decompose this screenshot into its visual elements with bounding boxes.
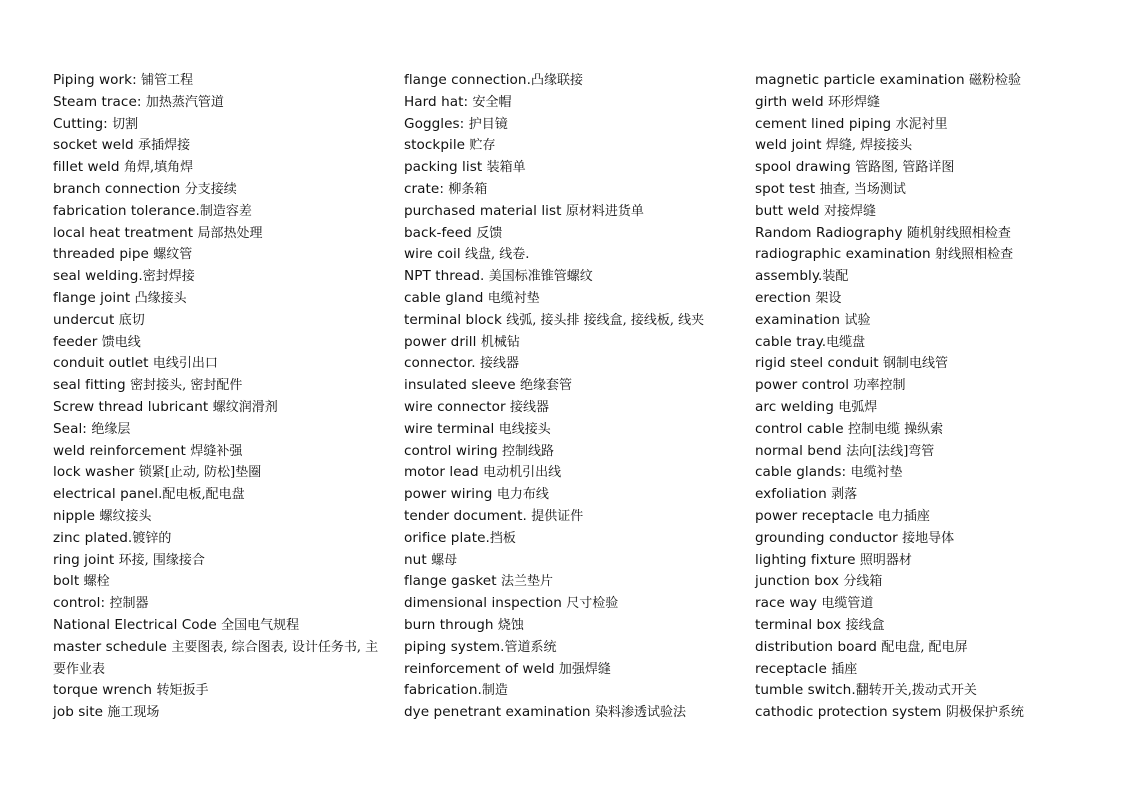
glossary-entry [404,702,739,724]
glossary-entry [404,615,739,637]
glossary-entry [404,92,739,114]
english-term: Cutting: [53,115,113,132]
glossary-entry [755,114,1090,136]
chinese-translation: 螺纹润滑剂 [212,399,278,415]
chinese-translation: 电力插座 [877,508,930,524]
glossary-entry [53,310,388,332]
glossary-entry [755,310,1090,332]
english-term: rigid steel conduit [755,355,884,372]
glossary-entry [404,462,739,484]
english-term: wire connector [404,398,511,415]
english-term: Screw thread lubricant [53,398,213,415]
glossary-entry [53,114,388,136]
chinese-translation: 线弧, 接头排 接线盒, 接线板, 线夹 [506,312,705,328]
chinese-translation: 柳条箱 [448,181,488,197]
chinese-translation: 环接, 围缘接合 [118,552,205,568]
chinese-translation: 切割 [112,116,139,132]
glossary-entry [404,397,739,419]
glossary-entry [53,528,388,550]
chinese-translation: 密封接头, 密封配件 [130,378,243,394]
english-term: terminal box [755,616,846,633]
chinese-translation: 接线器 [510,399,550,415]
english-term: junction box [755,573,844,590]
english-term: reinforcement of weld [404,660,559,677]
chinese-translation: 焊缝补强 [190,443,243,459]
glossary-entry [53,397,388,419]
english-term: piping system. [404,638,505,655]
english-term: terminal block [404,311,507,328]
english-term: local heat treatment [53,224,198,241]
chinese-translation: 加热蒸汽管道 [145,94,224,110]
english-term: power wiring [404,486,497,503]
glossary-entry [755,484,1090,506]
chinese-translation: 试验 [844,312,871,328]
glossary-entry [404,244,739,266]
english-term: back-feed [404,224,477,241]
english-term: motor lead [404,464,484,481]
glossary-entry [755,462,1090,484]
glossary-entry [404,375,739,397]
chinese-translation: 锁紧[止动, 防松]垫圈 [138,465,262,481]
glossary-entry [404,571,739,593]
glossary-entry [404,288,739,310]
english-term: race way [755,595,822,612]
english-term: spot test [755,180,820,197]
glossary-entry [404,637,739,659]
glossary-entry [404,353,739,375]
glossary-entry [755,179,1090,201]
english-term: girth weld [755,93,829,110]
chinese-translation: 染料渗透试验法 [594,705,686,721]
glossary-entry [404,201,739,223]
glossary-entry [53,419,388,441]
english-term: dye penetrant examination [404,704,595,721]
english-term: cement lined piping [755,115,896,132]
glossary-entry [755,288,1090,310]
glossary-entry [53,441,388,463]
glossary-entry [404,593,739,615]
english-term: normal bend [755,442,847,459]
english-term: fabrication. [404,682,482,699]
chinese-translation: 电线接头 [498,421,551,437]
chinese-translation: 施工现场 [107,705,160,721]
chinese-translation: 电缆衬垫 [487,290,540,306]
chinese-translation: 阴极保护系统 [945,705,1024,721]
glossary-entry [755,92,1090,114]
chinese-translation: 美国标准锥管螺纹 [488,269,593,285]
english-term: fillet weld [53,159,124,176]
glossary-entry [404,114,739,136]
english-term: insulated sleeve [404,377,521,394]
chinese-translation: 提供证件 [531,508,584,524]
chinese-translation: 承插焊接 [138,138,191,154]
glossary-entry [53,332,388,354]
chinese-translation: 翻转开关,拨动式开关 [855,683,977,699]
english-term: lock washer [53,464,139,481]
english-term: control: [53,595,110,612]
chinese-translation: 转矩扳手 [156,683,209,699]
english-term: connector. [404,355,481,372]
english-term: flange joint [53,289,135,306]
english-term: seal welding. [53,268,143,285]
chinese-translation: 对接焊缝 [823,203,876,219]
english-term: dimensional inspection [404,595,567,612]
glossary-entry [53,462,388,484]
chinese-translation: 法向[法线]弯管 [846,443,935,459]
glossary-entry [755,244,1090,266]
chinese-translation: 环形焊缝 [828,94,881,110]
glossary-entry [53,637,381,681]
english-term: assembly. [755,268,823,285]
english-term: wire coil [404,246,466,263]
english-term: erection [755,289,816,306]
glossary-entry [404,266,739,288]
chinese-translation: 线盘, 线卷. [465,247,530,263]
chinese-translation: 制造容差 [199,203,252,219]
glossary-entry [53,157,388,179]
english-term: ring joint [53,551,119,568]
english-term: Seal: [53,420,92,437]
glossary-entry [755,223,1090,245]
glossary-entry [755,70,1090,92]
english-term: packing list [404,159,487,176]
chinese-translation: 控制器 [109,596,149,612]
glossary-entry [53,593,388,615]
chinese-translation: 反馈 [476,225,503,241]
glossary-entry [755,157,1090,179]
glossary-entry [755,266,1090,288]
english-term: purchased material list [404,202,566,219]
glossary-entry [755,375,1090,397]
chinese-translation: 铺管工程 [141,73,194,88]
english-term: Goggles: [404,115,469,132]
glossary-entry [53,266,388,288]
chinese-translation: 射线照相检查 [935,247,1014,263]
glossary-column-2 [404,70,739,724]
chinese-translation: 底切 [118,312,145,328]
chinese-translation: 控制线路 [502,443,555,459]
english-term: weld joint [755,137,826,154]
english-term: Random Radiography [755,224,907,241]
chinese-translation: 钢制电线管 [883,356,949,372]
chinese-translation: 制造 [481,683,508,699]
chinese-translation: 磁粉检验 [969,73,1022,88]
chinese-translation: 凸缘接头 [134,290,187,306]
glossary-entry [755,680,1090,702]
chinese-translation: 绝缘层 [91,421,131,437]
english-term: control cable [755,420,849,437]
chinese-translation: 电缆盘 [826,334,866,350]
english-term: conduit outlet [53,355,153,372]
chinese-translation: 抽查, 当场测试 [819,181,906,197]
glossary-entry [755,615,1090,637]
english-term: crate: [404,180,449,197]
chinese-translation: 机械钻 [480,334,520,350]
english-term: Hard hat: [404,93,473,110]
english-term: cathodic protection system [755,704,946,721]
glossary-entry [404,528,739,550]
chinese-translation: 插座 [831,661,858,677]
glossary-column-1 [53,70,388,724]
chinese-translation: 配电板,配电盘 [162,487,245,503]
chinese-translation: 管道系统 [504,639,557,655]
glossary-entry [755,332,1090,354]
chinese-translation: 接线盒 [845,617,885,633]
english-term: power control [755,377,854,394]
glossary-entry [755,528,1090,550]
chinese-translation: 螺纹接头 [99,508,152,524]
glossary-entry [53,571,388,593]
english-term: zinc plated. [53,529,133,546]
glossary-entry [404,441,739,463]
chinese-translation: 馈电线 [101,334,141,350]
english-term: spool drawing [755,159,856,176]
english-term: control wiring [404,442,503,459]
chinese-translation: 镀锌的 [132,530,172,546]
glossary-column-3 [755,70,1090,724]
chinese-translation: 剥落 [831,487,858,503]
english-term: weld reinforcement [53,442,191,459]
glossary-entry [53,506,388,528]
chinese-translation: 电力布线 [496,487,549,503]
chinese-translation: 分支接续 [184,181,237,197]
glossary-entry [53,375,388,397]
chinese-translation: 功率控制 [853,378,906,394]
chinese-translation: 随机射线照相检查 [906,225,1011,241]
english-term: nut [404,551,432,568]
english-term: cable gland [404,289,488,306]
english-term: power receptacle [755,507,878,524]
glossary-entry [53,484,388,506]
chinese-translation: 凸缘联接 [530,73,583,88]
glossary-entry [755,419,1090,441]
chinese-translation: 密封焊接 [142,269,195,285]
english-term: receptacle [755,660,832,677]
english-term: torque wrench [53,682,157,699]
glossary-entry [404,310,739,332]
chinese-translation: 分线箱 [843,574,883,590]
glossary-entry [755,637,1090,659]
english-term: undercut [53,311,119,328]
chinese-translation: 装配 [822,269,849,285]
glossary-entry [755,353,1090,375]
glossary-entry [755,441,1090,463]
chinese-translation: 挡板 [489,530,516,546]
english-term: nipple [53,507,100,524]
english-term: feeder [53,333,102,350]
glossary-entry [755,659,1090,681]
chinese-translation: 螺纹管 [153,247,193,263]
chinese-translation: 装箱单 [486,160,526,176]
english-term: radiographic examination [755,246,936,263]
glossary-entry [755,593,1090,615]
english-term: cable glands: [755,464,851,481]
chinese-translation: 全国电气规程 [221,617,300,633]
english-term: tumble switch. [755,682,856,699]
english-term: job site [53,704,108,721]
english-term: Piping work: [53,72,142,88]
chinese-translation: 配电盘, 配电屏 [881,639,968,655]
glossary-entry [53,201,388,223]
english-term: Steam trace: [53,93,146,110]
glossary-entry [404,223,739,245]
chinese-translation: 架设 [815,290,842,306]
chinese-translation: 角焊,填角焊 [123,160,194,176]
glossary-entry [404,179,739,201]
english-term: flange gasket [404,573,501,590]
english-term: orifice plate. [404,529,490,546]
english-term: lighting fixture [755,551,860,568]
chinese-translation: 绝缘套管 [520,378,573,394]
glossary-entry [404,157,739,179]
english-term: stockpile [404,137,470,154]
glossary-entry [53,702,388,724]
chinese-translation: 法兰垫片 [500,574,553,590]
glossary-entry [404,484,739,506]
english-term: threaded pipe [53,246,154,263]
glossary-entry [53,288,388,310]
english-term: tender document. [404,507,532,524]
chinese-translation: 局部热处理 [197,225,263,241]
chinese-translation: 管路图, 管路详图 [855,160,955,176]
glossary-entry [53,92,388,114]
english-term: branch connection [53,180,185,197]
chinese-translation: 护目镜 [468,116,508,132]
glossary-entry [53,353,388,375]
glossary-entry [53,70,388,92]
english-term: National Electrical Code [53,616,222,633]
glossary-entry [404,135,739,157]
glossary-entry [755,201,1090,223]
english-term: power drill [404,333,481,350]
chinese-translation: 电弧焊 [838,399,878,415]
english-term: magnetic particle examination [755,72,969,88]
chinese-translation: 加强焊缝 [558,661,611,677]
chinese-translation: 电动机引出线 [483,465,562,481]
glossary-entry [404,419,739,441]
chinese-translation: 水泥衬里 [895,116,948,132]
chinese-translation: 螺母 [431,552,458,568]
chinese-translation: 螺栓 [83,574,110,590]
chinese-translation: 原材料进货单 [565,203,644,219]
glossary-entry [755,571,1090,593]
english-term: seal fitting [53,377,131,394]
chinese-translation: 焊缝, 焊接接头 [825,138,913,154]
english-term: cable tray. [755,333,827,350]
glossary-entry [404,70,739,92]
glossary-entry [53,550,388,572]
chinese-translation: 接地导体 [902,530,955,546]
glossary-entry [404,659,739,681]
glossary-entry [404,506,739,528]
glossary-entry [755,397,1090,419]
chinese-translation: 贮存 [469,138,496,154]
english-term: grounding conductor [755,529,903,546]
glossary-entry [53,179,388,201]
glossary-entry [755,550,1090,572]
chinese-translation: 安全帽 [472,94,512,110]
chinese-translation: 照明器材 [859,552,912,568]
glossary-entry [404,332,739,354]
chinese-translation: 电缆衬垫 [850,465,903,481]
chinese-translation: 尺寸检验 [566,596,619,612]
english-term: master schedule [53,638,172,655]
chinese-translation: 接线器 [480,356,520,372]
glossary-entry [53,615,388,637]
english-term: exfoliation [755,486,832,503]
english-term: bolt [53,573,84,590]
glossary-entry [404,550,739,572]
glossary-entry [53,135,388,157]
glossary-entry [755,506,1090,528]
glossary-entry [53,244,388,266]
english-term: socket weld [53,137,139,154]
chinese-translation: 电缆管道 [821,596,874,612]
english-term: NPT thread. [404,268,489,285]
glossary-entry [755,702,1090,724]
english-term: wire terminal [404,420,499,437]
english-term: electrical panel. [53,486,163,503]
chinese-translation: 电线引出口 [152,356,218,372]
english-term: butt weld [755,202,824,219]
chinese-translation: 控制电缆 操纵索 [848,421,944,437]
chinese-translation: 烧蚀 [497,617,524,633]
chinese-translation: 主要图表, 综合图表, 设计任务书, 主要作业表 [53,639,379,677]
glossary-entry [755,135,1090,157]
english-term: flange connection. [404,72,531,88]
english-term: arc welding [755,398,839,415]
english-term: examination [755,311,845,328]
english-term: fabrication tolerance. [53,202,200,219]
glossary-entry [53,680,388,702]
glossary-entry [404,680,739,702]
english-term: burn through [404,616,498,633]
glossary-entry [53,223,388,245]
english-term: distribution board [755,638,882,655]
